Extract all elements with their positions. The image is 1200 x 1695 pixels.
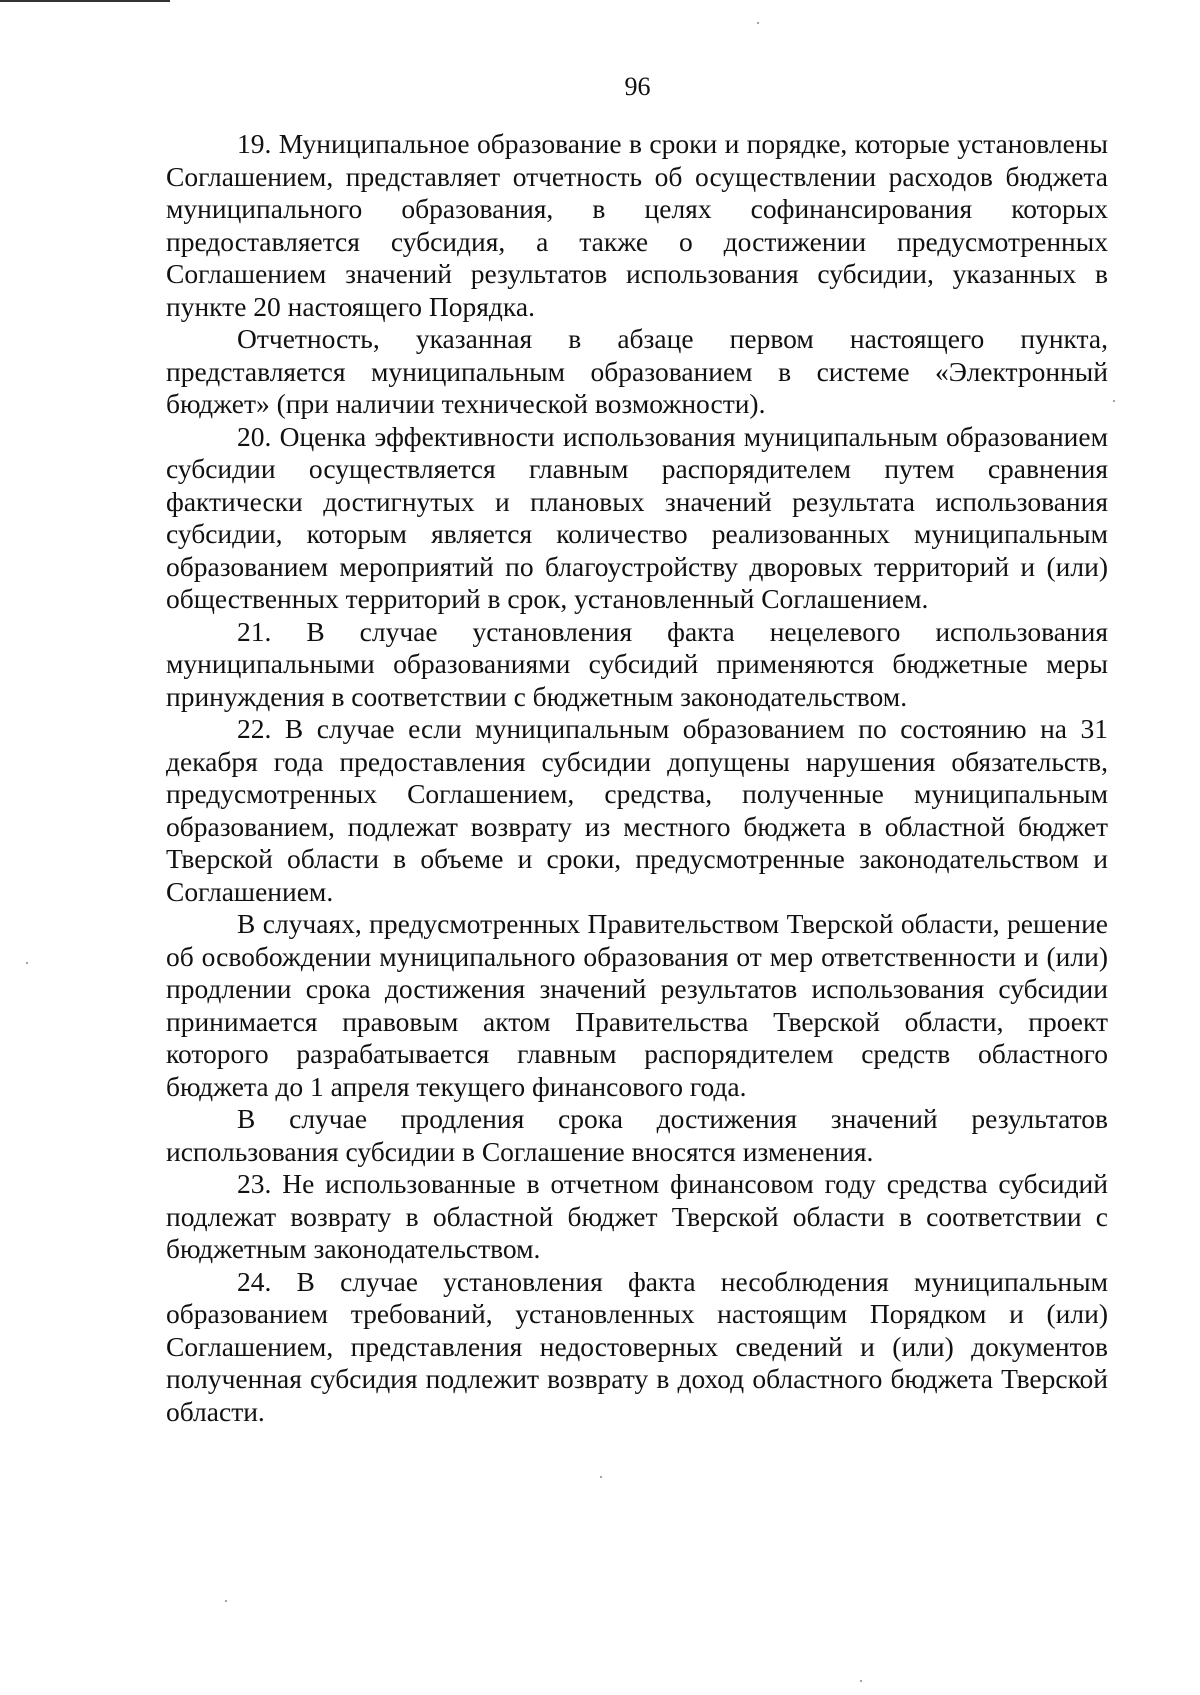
paragraph-22-extension: В случае продления срока достижения значений результатов использования субсидии в Соглашение вносятся изменения.	[166, 1103, 1108, 1167]
paragraph-19-reporting: Отчетность, указанная в абзаце первом настоящего пункта, представляется муниципальным образованием в системе «Электронный бюджет» (при наличии технической возможности).	[166, 323, 1108, 419]
page-number: 96	[624, 72, 651, 101]
document-body	[166, 128, 1108, 1428]
scan-speck	[860, 1680, 862, 1682]
paragraph-22: 22. В случае если муниципальным образованием по состоянию на 31 декабря года предоставления субсидии допущены нарушения обязательств, предусмотренных Соглашением, средства, полученные муниципальным образованием, подлежат возврату из местного бюджета в областной бюджет Тверской области в объеме и сроки, предусмотренные законодательством и Соглашением.	[166, 713, 1108, 907]
paragraph-23: 23. Не использованные в отчетном финансовом году средства субсидий подлежат возврату в областной бюджет Тверской области в соответствии с бюджетным законодательством.	[166, 1168, 1108, 1264]
scan-speck	[26, 962, 28, 964]
paragraph-19: 19. Муниципальное образование в сроки и порядке, которые установлены Соглашением, представляет отчетность об осуществлении расходов бюджета муниципального образования, в целях софинансирования которых предоставляется субсидия, а также о достижении предусмотренных Соглашением значений результатов использования субсидии, указанных в пункте 20 настоящего Порядка.	[166, 128, 1108, 322]
scan-speck	[600, 1476, 602, 1478]
paragraph-22-exemption: В случаях, предусмотренных Правительством Тверской области, решение об освобождении муниципального образования от мер ответственности и (или) продлении срока достижения значений результатов использования субсидии принимается правовым актом Правительства Тверской области, проект которого разрабатывается главным распорядителем средств областного бюджета до 1 апреля текущего финансового года.	[166, 908, 1108, 1102]
paragraph-24: 24. В случае установления факта несоблюдения муниципальным образованием требований, установленных настоящим Порядком и (или) Соглашением, представления недостоверных сведений и (или) документов полученная субсидия подлежит возврату в доход областного бюджета Тверской области.	[166, 1265, 1108, 1427]
scan-speck	[1113, 400, 1115, 402]
paragraph-21: 21. В случае установления факта нецелевого использования муниципальными образованиями субсидий применяются бюджетные меры принуждения в соответствии с бюджетным законодательством.	[166, 615, 1108, 712]
scan-speck	[757, 22, 759, 24]
scan-edge-line	[0, 0, 170, 2]
paragraph-20: 20. Оценка эффективности использования муниципальным образованием субсидии осуществляется главным распорядителем путем сравнения фактически достигнутых и плановых значений результата использования субсидии, которым является количество реализованных муниципальным образованием мероприятий по благоустройству дворовых территорий и (или) общественных территорий в срок, установленный Соглашением.	[166, 420, 1108, 614]
scan-speck	[225, 1600, 227, 1602]
